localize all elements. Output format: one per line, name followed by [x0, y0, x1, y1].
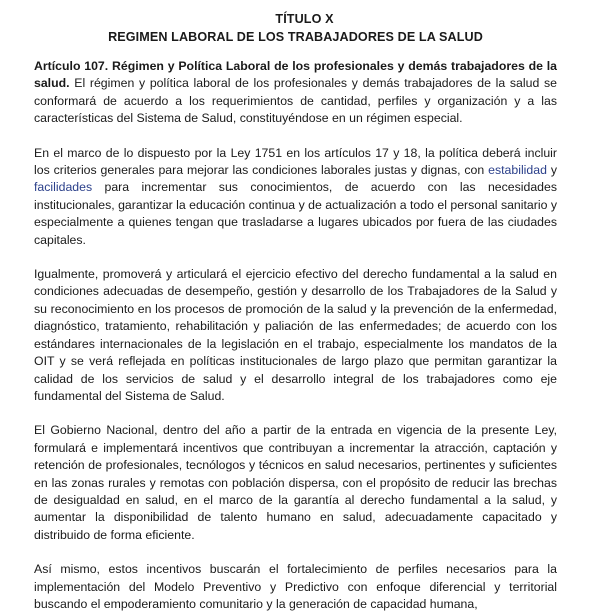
highlighted-word-estabilidad: estabilidad	[488, 163, 547, 178]
paragraph-text: En el marco de lo dispuesto por la Ley 1751 en los artículos 17 y 18, la política deberá incluir los criterios generales para mejorar las condiciones laborales justas y dignas, con	[34, 145, 557, 178]
article-heading: Artículo 107. Régimen y Política Laboral de los profesionales y demás trabajadores de la salud.	[34, 59, 557, 91]
paragraph-text: y	[546, 163, 557, 178]
highlighted-word-facilidades: facilidades	[34, 180, 93, 195]
paragraph-asi-mismo: Así mismo, estos incentivos buscarán el fortalecimiento de perfiles necesarios para la implementación del Modelo Preventivo y Predictivo con enfoque diferencial y territorial buscando el empoderamiento comunitario y la generación de capacidad humana,	[34, 562, 557, 611]
paragraph-ley-1751	[34, 145, 557, 249]
document-title: TÍTULO X	[275, 12, 334, 26]
paragraph-text: para incrementar sus conocimientos, de acuerdo con las necesidades institucionales, garantizar la educación continua y de actualización a todo el personal sanitario y especialmente a quienes tengan que trasladarse a lugares ubicados por fuera de las ciudades capitales.	[34, 180, 557, 247]
article-107-paragraph	[34, 58, 557, 128]
paragraph-igualmente: Igualmente, promoverá y articulará el ejercicio efectivo del derecho fundamental a la salud en condiciones adecuadas de desempeño, gestión y desarrollo de los Trabajadores de la Salud y su reconocimiento en los procesos de promoción de la salud y la prevención de la enfermedad, diagnóstico, tratamiento, rehabilitación y paliación de las enfermedades; de acuerdo con los estándares internacionales de la legislación en el trabajo, especialmente los mandatos de la OIT y se verá reflejada en políticas institucionales de largo plazo que permitan garantizar la calidad de los servicios de salud y el desarrollo integral de los trabajadores como eje fundamental del Sistema de Salud.	[34, 267, 557, 403]
article-text: El régimen y política laboral de los profesionales y demás trabajadores de la salud se conformará de acuerdo a los requerimientos de cantidad, perfiles y organización y a las características del Sistema de Salud, constituyéndose en un régimen especial.	[34, 76, 557, 126]
document-subtitle: REGIMEN LABORAL DE LOS TRABAJADORES DE LA SALUD	[108, 30, 483, 44]
paragraph-gobierno-nacional: El Gobierno Nacional, dentro del año a partir de la entrada en vigencia de la presente Ley, formulará e implementará incentivos que contribuyan a incrementar la atracción, captación y retención de profesionales, tecnólogos y técnicos en salud necesarios, pertinentes y suficientes en las zonas rurales y remotas con población dispersa, con el propósito de reducir las brechas de desigualdad en salud, en el marco de la garantía al derecho fundamental a la salud, y aumentar la disponibilidad de talento humano en salud, adecuadamente capacitado y distribuido de forma eficiente.	[34, 423, 557, 542]
document-page	[34, 10, 557, 613]
